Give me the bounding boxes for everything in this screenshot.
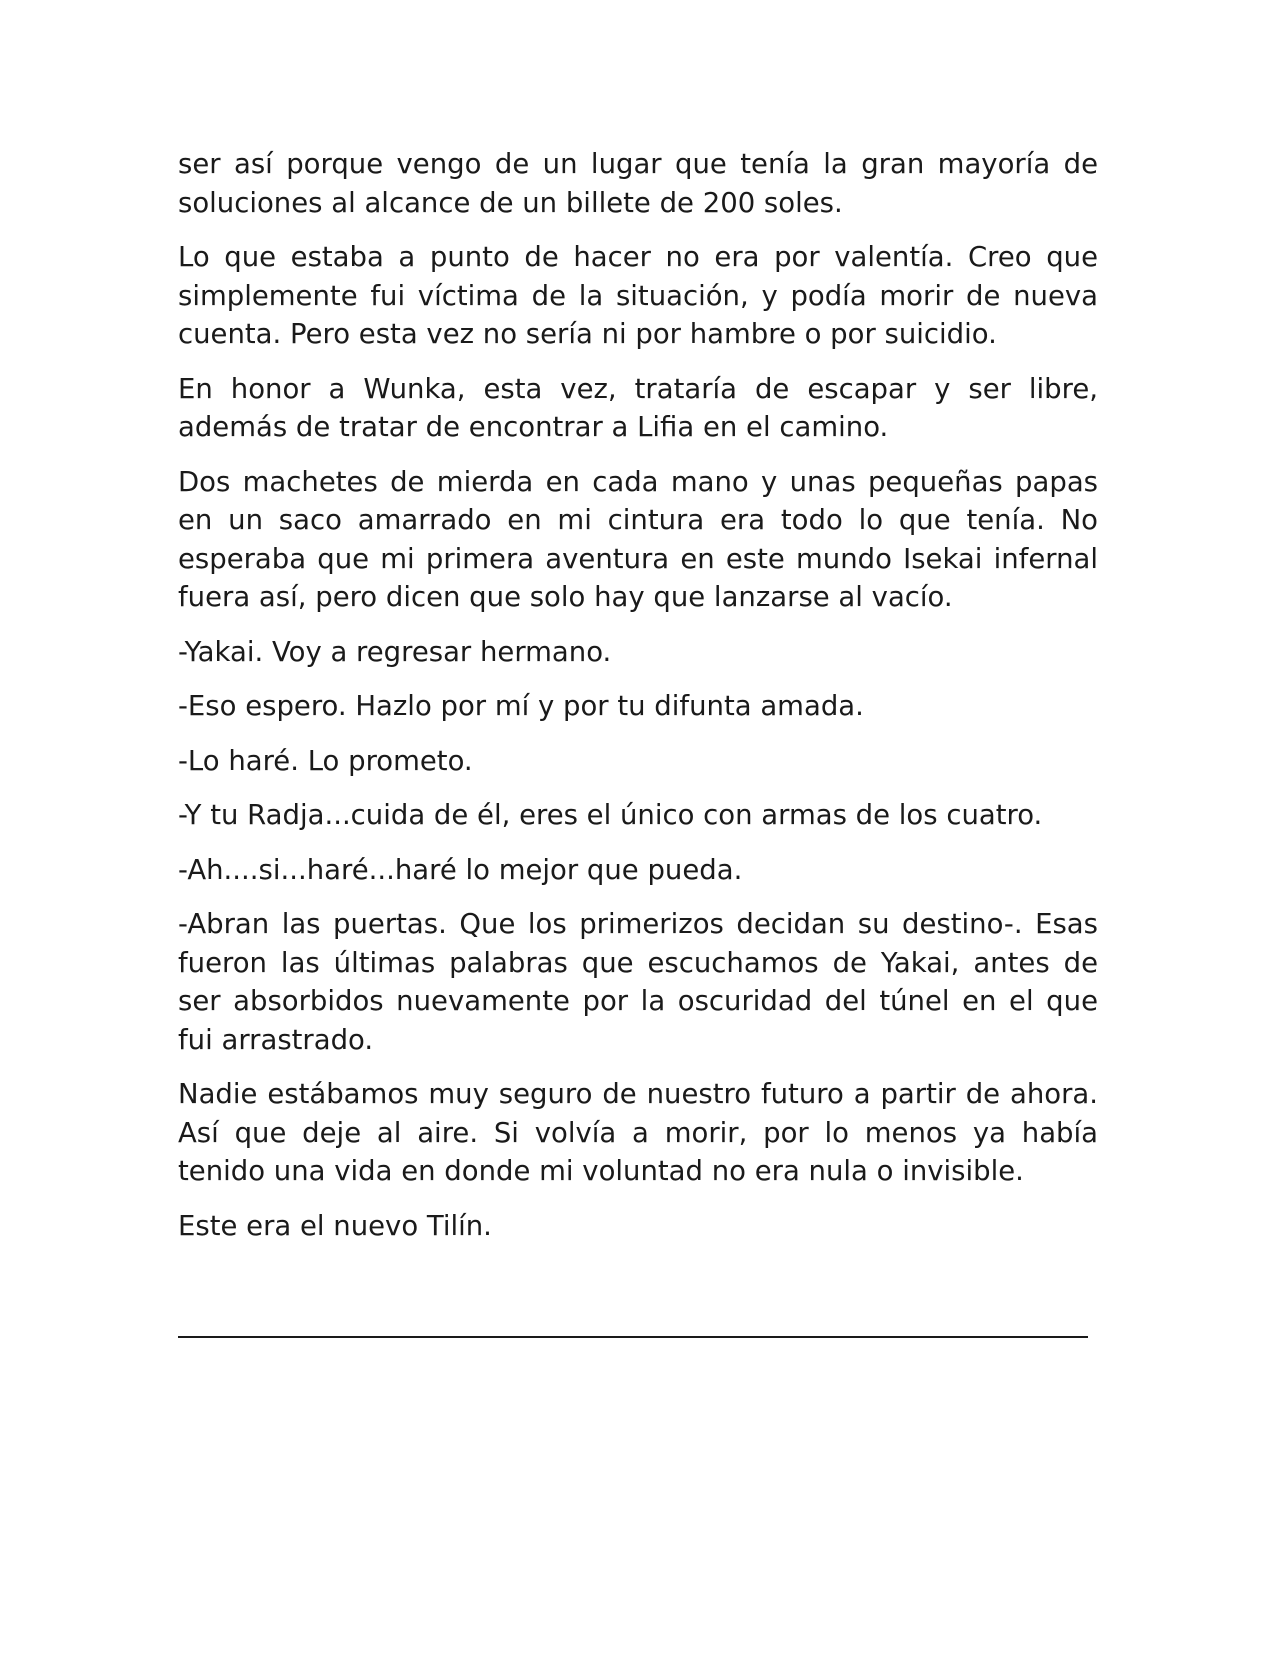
paragraph: Dos machetes de mierda en cada mano y unas pequeñas papas en un saco amarrado en mi cintura era todo lo que tenía. No esperaba que mi primera aventura en este mundo Isekai infernal fuera así, pero dicen que solo hay que lanzarse al vacío. [178, 465, 1098, 613]
section-divider [178, 1336, 1088, 1338]
dialogue-line: -Y tu Radja...cuida de él, eres el único con armas de los cuatro. [178, 799, 1043, 831]
dialogue-line: -Ah....si...haré...haré lo mejor que pueda. [178, 853, 743, 886]
paragraph: En honor a Wunka, esta vez, trataría de escapar y ser libre, además de tratar de encontrar a Lifia en el camino. [178, 372, 1098, 443]
paragraph: -Abran las puertas. Que los primerizos decidan su destino-. Esas fueron las últimas palabras que escuchamos de Yakai, antes de ser absorbidos nuevamente por la oscuridad del túnel en el que fui arrastrado. [178, 908, 1098, 1056]
dialogue-line: -Lo haré. Lo prometo. [178, 744, 473, 777]
paragraph: Lo que estaba a punto de hacer no era por valentía. Creo que simplemente fui víctima de la situación, y podía morir de nueva cuenta. Pero esta vez no sería ni por hambre o por suicidio. [178, 241, 1098, 350]
dialogue-line: -Yakai. Voy a regresar hermano. [178, 635, 612, 668]
dialogue-line: -Eso espero. Hazlo por mí y por tu difunta amada. [178, 690, 864, 722]
paragraph: ser así porque vengo de un lugar que tenía la gran mayoría de soluciones al alcance de un billete de 200 soles. [178, 148, 1098, 219]
closing-line: Este era el nuevo Tilín. [178, 1209, 492, 1242]
paragraph: Nadie estábamos muy seguro de nuestro futuro a partir de ahora. Así que deje al aire. Si volvía a morir, por lo menos ya había tenido una vida en donde mi voluntad no era nula o invisible. [178, 1078, 1098, 1187]
body-text [178, 145, 1098, 1261]
